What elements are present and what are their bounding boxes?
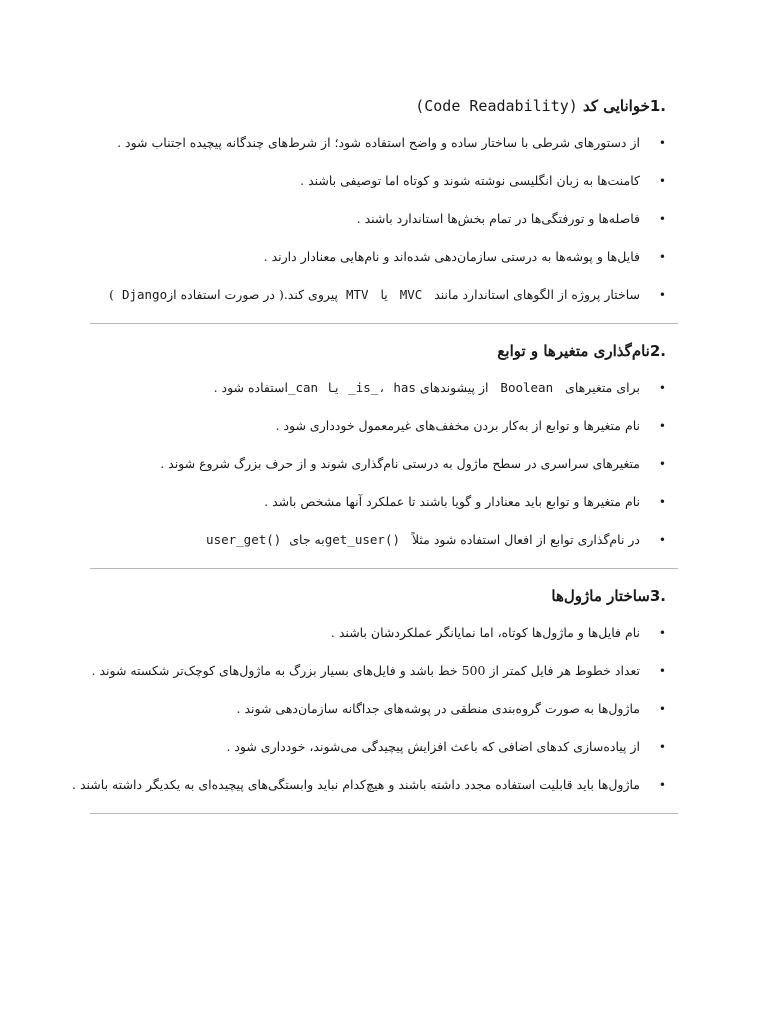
section-divider — [90, 813, 678, 814]
section-number: .1 — [649, 97, 666, 115]
list-item — [90, 699, 678, 719]
section-code-readability — [90, 93, 678, 324]
bullet-icon: • — [658, 626, 666, 640]
item-text: در نام‌گذاری توابع از افعال استفاده شود مثلاً — [411, 532, 640, 547]
item-text: کامنت‌ها به زبان انگلیسی نوشته شوند و کوتاه اما توصیفی باشند . — [300, 173, 640, 188]
item-text: از دستورهای شرطی با ساختار ساده و واضح استفاده شود؛ از شرط‌های چندگانه پیچیده اجتناب شود . — [117, 135, 640, 150]
item-text: تعداد خطوط هر فایل کمتر از — [489, 663, 640, 678]
list-item — [90, 661, 678, 681]
section-naming — [90, 338, 678, 569]
item-text: خط باشد و فایل‌های بسیار بزرگ به ماژول‌های کوچک‌تر شکسته شوند . — [91, 663, 458, 678]
item-text: از پیشوندهای — [419, 380, 489, 395]
code-term: MTV — [345, 287, 369, 302]
bullet-icon: • — [658, 288, 666, 302]
bullet-icon: • — [658, 664, 666, 678]
code-term: user_get() — [206, 532, 282, 547]
list-item — [90, 737, 678, 757]
bullet-list — [90, 133, 678, 305]
list-item — [90, 171, 678, 191]
section-divider — [90, 323, 678, 324]
list-item — [90, 416, 678, 436]
code-term: Django — [121, 287, 168, 302]
item-text: برای متغیرهای — [565, 380, 640, 395]
section-title: خوانایی کد — [583, 97, 650, 115]
bullet-list — [72, 623, 678, 795]
list-item — [90, 247, 678, 267]
bullet-icon: • — [658, 778, 666, 792]
item-text: متغیرهای سراسری در سطح ماژول به درستی نام‌گذاری شوند و از حرف بزرگ شروع شوند . — [160, 456, 640, 471]
section-heading — [90, 338, 678, 364]
bullet-icon: • — [658, 250, 666, 264]
item-text: فاصله‌ها و تورفتگی‌ها در تمام بخش‌ها استاندارد باشند . — [356, 211, 640, 226]
section-heading — [90, 583, 678, 609]
bullet-icon: • — [658, 702, 666, 716]
bullet-icon: • — [658, 136, 666, 150]
code-term: get_user() — [324, 532, 401, 547]
item-text: نام متغیرها و توابع باید معنادار و گویا باشند تا عملکرد آنها مشخص باشد . — [264, 494, 640, 509]
list-item — [90, 492, 678, 512]
section-heading — [90, 93, 678, 119]
item-text: به جای — [289, 532, 325, 547]
section-title-code: (Code Readability) — [415, 97, 578, 115]
bullet-icon: • — [658, 381, 666, 395]
list-item — [90, 454, 678, 474]
item-text: فایل‌ها و پوشه‌ها به درستی سازمان‌دهی شده‌اند و نام‌هایی معنادار دارند . — [263, 249, 640, 264]
list-item — [90, 530, 678, 550]
item-text: ) — [109, 287, 114, 302]
section-divider — [90, 568, 678, 569]
bullet-list — [90, 378, 678, 550]
bullet-icon: • — [658, 495, 666, 509]
code-term: is_، has_ یا can_ — [287, 380, 416, 395]
bullet-icon: • — [658, 212, 666, 226]
list-item — [90, 133, 678, 153]
bullet-icon: • — [658, 174, 666, 188]
bullet-icon: • — [658, 533, 666, 547]
list-item — [90, 285, 678, 305]
item-text: ماژول‌ها به صورت گروه‌بندی منطقی در پوشه‌های جداگانه سازمان‌دهی شوند . — [236, 701, 640, 716]
code-term: MVC — [399, 287, 423, 302]
document-page — [72, 90, 678, 814]
number-value: 500 — [461, 663, 486, 678]
bullet-icon: • — [658, 457, 666, 471]
section-title: نام‌گذاری متغیرها و توابع — [497, 342, 650, 360]
item-text: یا — [380, 287, 388, 302]
list-item — [90, 623, 678, 643]
item-text: پیروی کند.( در صورت استفاده از — [167, 287, 339, 302]
list-item — [72, 775, 678, 795]
section-number: .2 — [649, 342, 666, 360]
bullet-icon: • — [658, 740, 666, 754]
list-item — [90, 378, 678, 398]
item-text: ماژول‌ها باید قابلیت استفاده مجدد داشته باشند و هیچ‌کدام نباید وابستگی‌های پیچیده‌ای به یکدیگر داشته باشند . — [72, 777, 640, 792]
item-text: ساختار پروژه از الگوهای استاندارد مانند — [434, 287, 640, 302]
item-text: نام فایل‌ها و ماژول‌ها کوتاه، اما نمایانگر عملکردشان باشند . — [330, 625, 640, 640]
item-text: از پیاده‌سازی کدهای اضافی که باعث افزایش پیچیدگی می‌شوند، خودداری شود . — [226, 739, 640, 754]
list-item — [90, 209, 678, 229]
section-title: ساختار ماژول‌ها — [551, 587, 650, 605]
bullet-icon: • — [658, 419, 666, 433]
section-number: .3 — [649, 587, 666, 605]
code-term: Boolean — [500, 380, 554, 395]
section-module-structure — [72, 583, 678, 814]
item-text: نام متغیرها و توابع از به‌کار بردن مخفف‌های غیرمعمول خودداری شود . — [275, 418, 640, 433]
item-text: استفاده شود . — [213, 380, 288, 395]
